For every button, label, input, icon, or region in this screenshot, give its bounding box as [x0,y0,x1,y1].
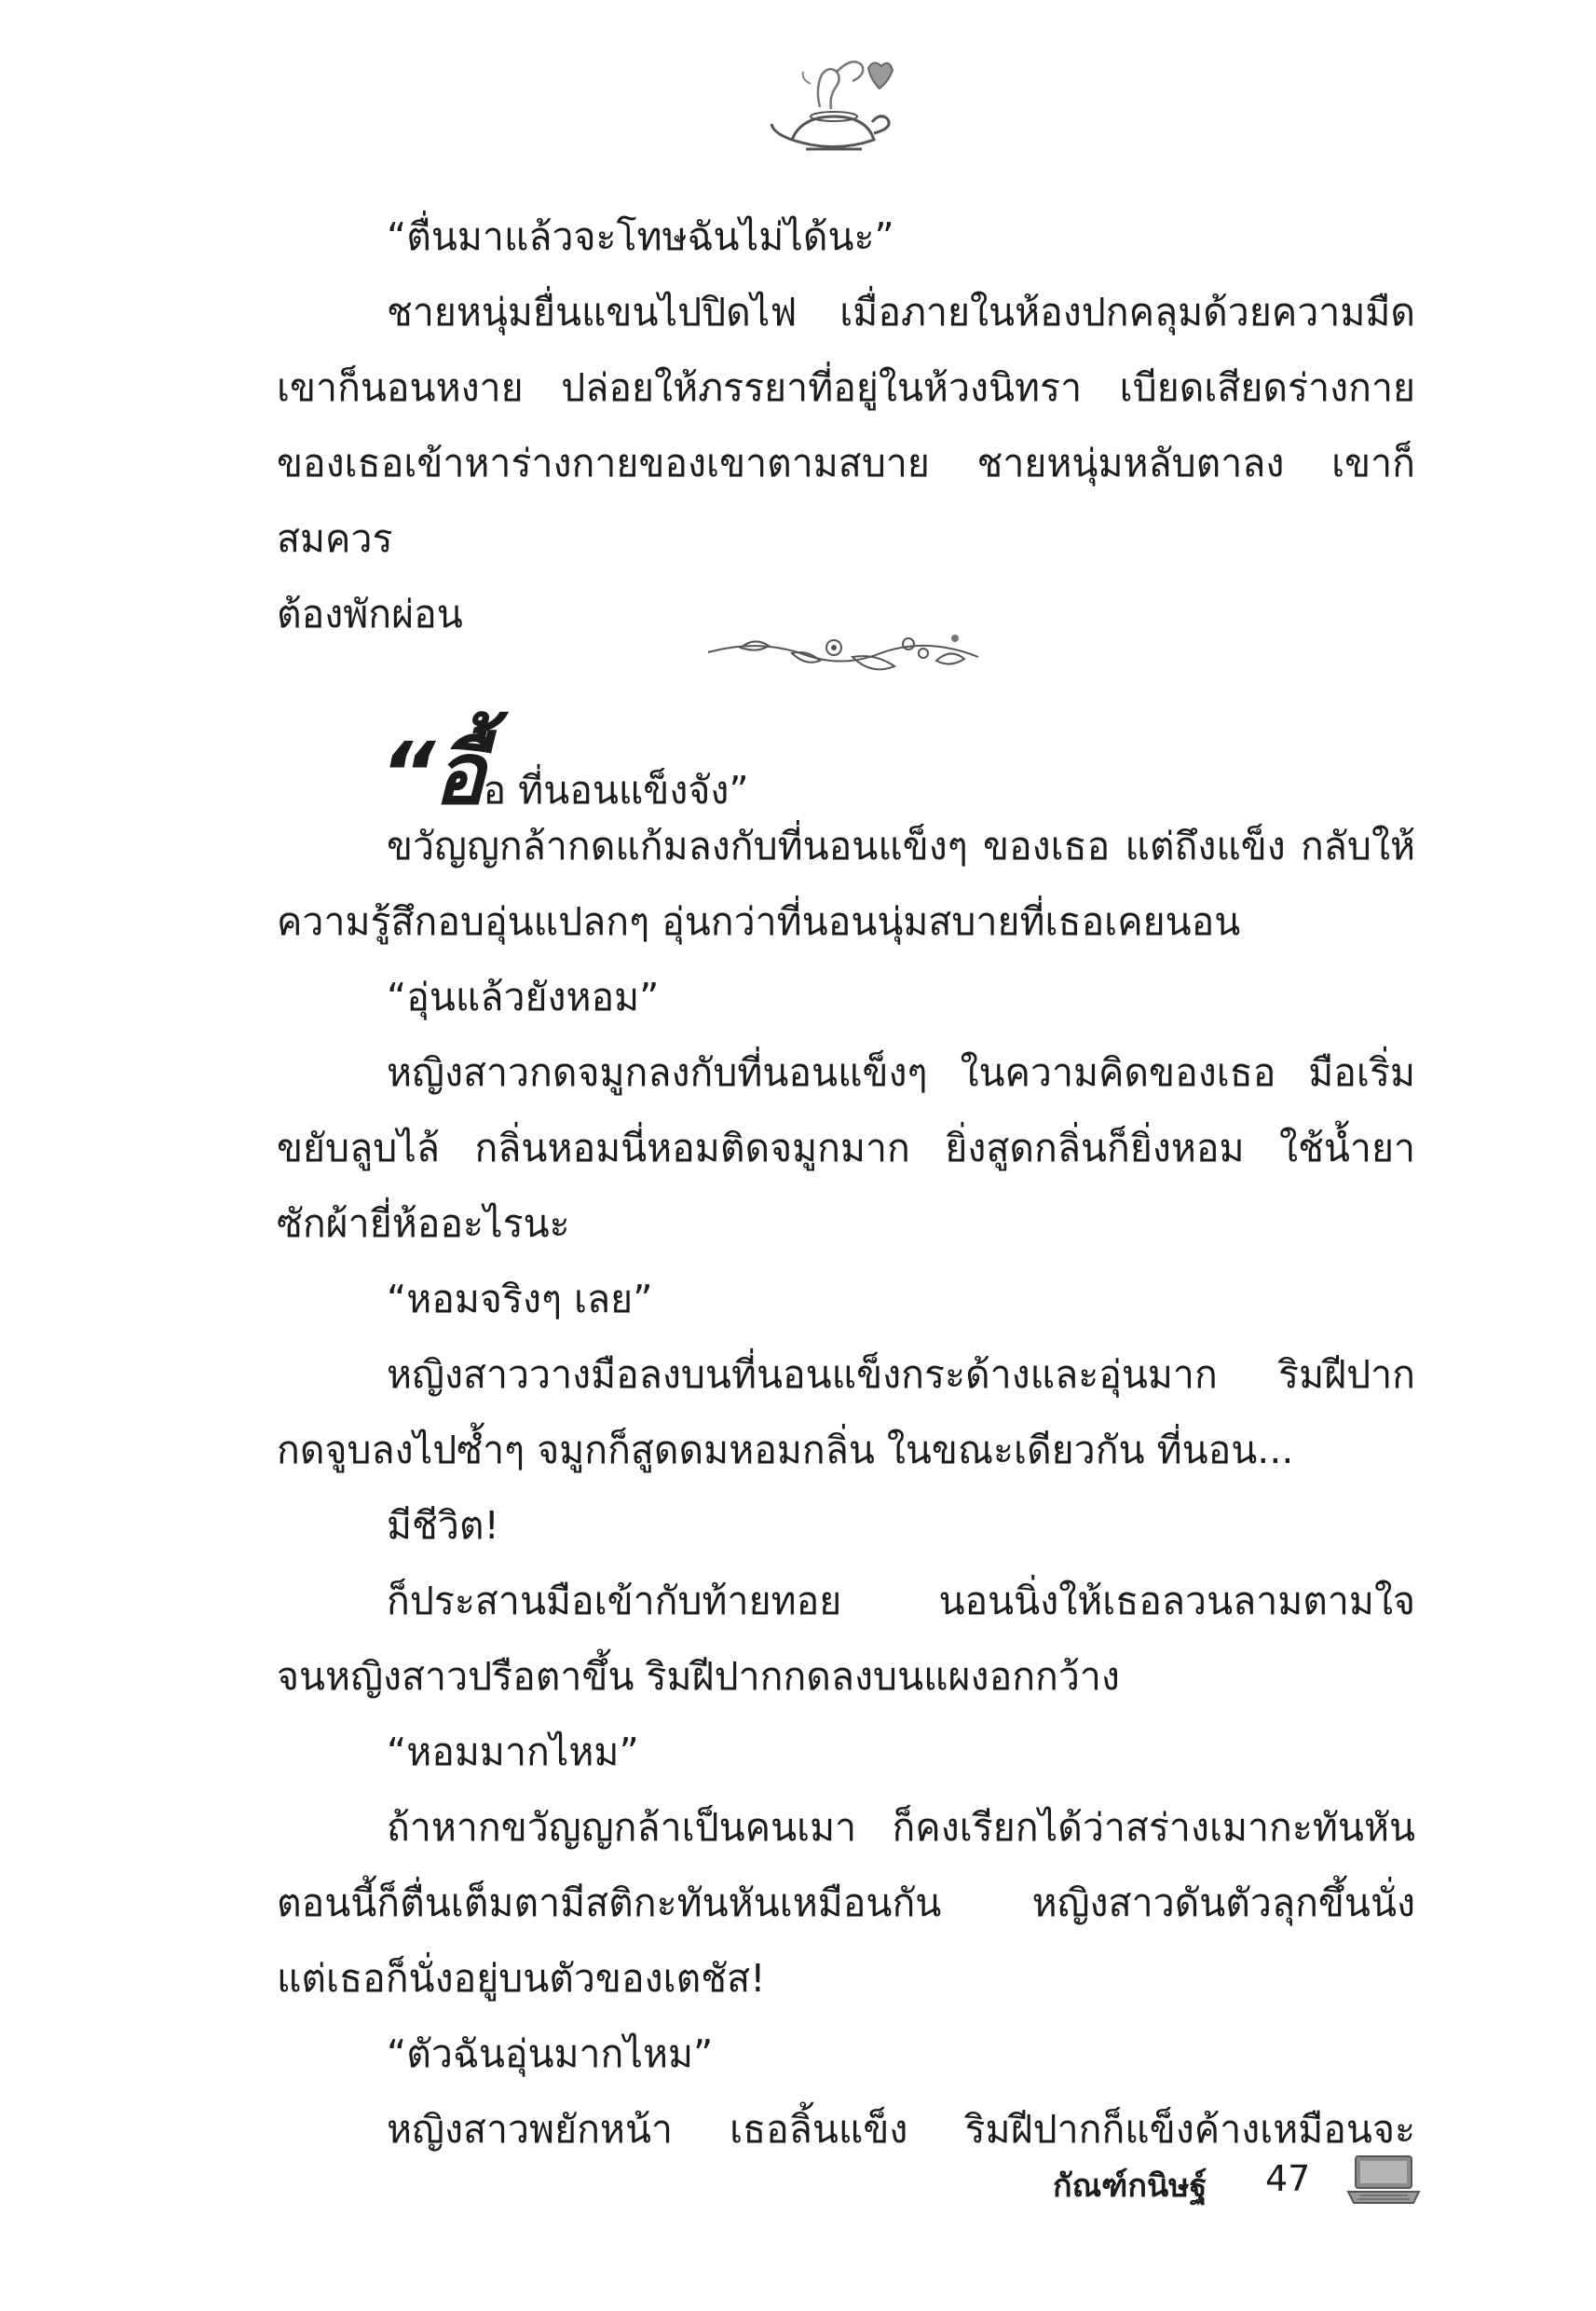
paragraph-line: เขาก็นอนหงาย ปล่อยให้ภรรยาที่อยู่ในห้วงนิทรา เบียดเสียดร่างกาย [277,365,1415,410]
dialogue-line: “หอมจริงๆ เลย” [387,1277,653,1321]
paragraph-line: ความรู้สึกอบอุ่นแปลกๆ อุ่นกว่าที่นอนนุ่มสบายที่เธอเคยนอน [277,899,1241,944]
paragraph-line: หญิงสาวกดจมูกลงกับที่นอนแข็งๆ ในความคิดของเธอ มือเริ่ม [387,1050,1415,1095]
laptop-icon [1346,2153,1421,2207]
paragraph-line: กดจูบลงไปซ้ำๆ จมูกก็สูดดมหอมกลิ่น ในขณะเดียวกัน ที่นอน... [277,1428,1294,1472]
dialogue-line: “ตัวฉันอุ่นมากไหม” [387,2031,714,2076]
page-footer [1053,2153,1425,2208]
paragraph-line: ขยับลูบไล้ กลิ่นหอมนี่หอมติดจมูกมาก ยิ่งสูดกลิ่นก็ยิ่งหอม ใช้น้ำยา [277,1126,1415,1170]
dialogue-line: “หอมมากไหม” [387,1730,639,1774]
paragraph-line: ขวัญญกล้ากดแก้มลงกับที่นอนแข็งๆ ของเธอ แต่ถึงแข็ง กลับให้ [387,824,1415,868]
text-block-1 [277,199,1415,652]
paragraph-line: ถ้าหากขวัญญกล้าเป็นคนเมา ก็คงเรียกได้ว่าสร่างเมากะทันหัน [387,1805,1415,1850]
paragraph-line: แต่เธอก็นั่งอยู่บนตัวของเตชัส! [277,1956,766,2001]
paragraph-line: หญิงสาวพยักหน้า เธอลิ้นแข็ง ริมฝีปากก็แข็งค้างเหมือนจะ [387,2107,1415,2152]
paragraph-line: ของเธอเข้าหาร่างกายของเขาตามสบาย ชายหนุ่มหลับตาลง เขาก็สมควร [277,441,1415,561]
paragraph-line: ชายหนุ่มยื่นแขนไปปิดไฟ เมื่อภายในห้องปกคลุมด้วยความมืด [387,290,1415,335]
paragraph-line: ก็ประสานมือเข้ากับท้ายทอย นอนนิ่งให้เธอลวนลามตามใจ [387,1579,1415,1623]
paragraph-line: หญิงสาววางมือลงบนที่นอนแข็งกระด้างและอุ่นมาก ริมฝีปาก [387,1352,1415,1397]
paragraph-line: จนหญิงสาวปรือตาขึ้น ริมฝีปากกดลงบนแผงอกกว้าง [277,1654,1120,1699]
teapot-cupid-icon [764,51,904,163]
floral-vine-divider [703,620,983,690]
dialogue-line: “ตื่นมาแล้วจะโทษฉันไม่ได้นะ” [387,214,894,259]
paragraph-line: มีชีวิต! [387,1503,499,1548]
book-title: กัณฑ์กนิษฐ์ [1053,2167,1207,2205]
page-number: 47 [1265,2158,1311,2199]
paragraph-line: ซักผ้ายี่ห้ออะไรนะ [277,1201,570,1246]
dropcap: “อื้ [380,724,484,824]
paragraph-line: ตอนนี้ก็ตื่นเต็มตามีสติกะทันหันเหมือนกัน หญิงสาวดันตัวลุกขึ้นนั่ง [277,1880,1415,1925]
dialogue-line: “อุ่นแล้วยังหอม” [387,975,660,1019]
paragraph-line: ต้องพักผ่อน [277,592,463,636]
text-block-2 [277,809,1415,2167]
chapter-opening-text: อ ที่นอนแข็งจัง” [483,768,749,813]
